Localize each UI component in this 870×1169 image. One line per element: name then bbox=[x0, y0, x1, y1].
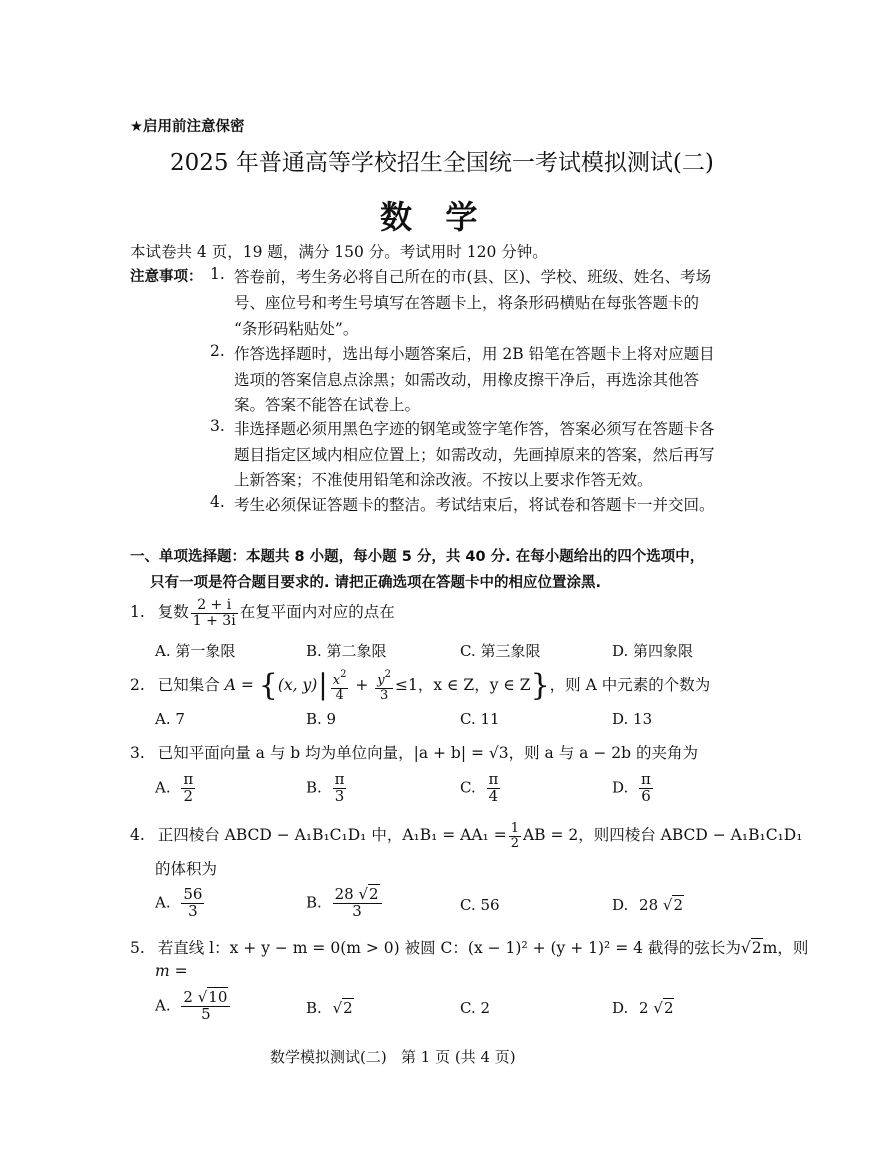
fraction-denominator: 3 bbox=[352, 901, 362, 920]
option-label: A. bbox=[155, 996, 171, 1015]
note-line: 选项的答案信息点涂黑；如需改动，用橡皮擦干净后，再选涂其他答 bbox=[234, 371, 700, 389]
question-number: 3. bbox=[130, 744, 145, 762]
option-label: D. bbox=[612, 896, 629, 914]
question-text-continued: m = bbox=[155, 962, 188, 980]
set-condition: ≤1，x ∈ Z，y ∈ Z bbox=[395, 676, 531, 694]
option-d: D. 13 bbox=[612, 710, 653, 728]
note-number: 3. bbox=[210, 417, 225, 435]
option-c: C. 第三象限 bbox=[460, 642, 541, 660]
fraction-numerator: $x^2$ bbox=[332, 668, 347, 688]
option-c: C. 2 bbox=[460, 999, 491, 1017]
exam-title: 2025 年普通高等学校招生全国统一考试模拟测试(二) bbox=[170, 150, 714, 176]
option-a: A. 7 bbox=[155, 710, 185, 728]
fraction-denominator: 3 bbox=[188, 901, 198, 920]
note-number: 1. bbox=[210, 265, 225, 283]
notes-label: 注意事项： bbox=[130, 269, 203, 285]
note-line: 上新答案；不准使用铅笔和涂改液。不按以上要求作答无效。 bbox=[234, 471, 653, 489]
option-label: B. bbox=[306, 999, 322, 1017]
question-text: 复数 bbox=[157, 603, 189, 622]
radical: √2 bbox=[332, 999, 353, 1017]
fraction-denominator: 2 bbox=[183, 786, 194, 805]
note-number: 4. bbox=[210, 493, 225, 511]
question-text: 已知集合 bbox=[157, 676, 220, 694]
question-text: ，则 A 中元素的个数为 bbox=[549, 676, 711, 694]
section-heading-line1: 一、单项选择题：本题共 8 小题，每小题 5 分，共 40 分. 在每小题给出的四个选项中， bbox=[130, 549, 705, 565]
page-footer: 数学模拟测试(二) 第 1 页 (共 4 页) bbox=[270, 1048, 516, 1066]
question-text: 若直线 l：x + y − m = 0(m > 0) 被圆 C：(x − 1)² + (y + 1)² = 4 截得的弦长为 bbox=[157, 939, 741, 957]
radical: √2 bbox=[662, 896, 684, 914]
option-b bbox=[306, 772, 348, 805]
option-b: B. 9 bbox=[306, 710, 337, 728]
option-a bbox=[155, 772, 197, 805]
question-number: 2. bbox=[130, 676, 145, 694]
note-line: 案。答案不能答在试卷上。 bbox=[234, 396, 421, 414]
option-a: A. 第一象限 bbox=[155, 642, 236, 660]
coefficient: 2 bbox=[639, 999, 649, 1017]
fraction-numerator: π bbox=[488, 770, 499, 788]
option-label: A. bbox=[155, 778, 171, 797]
close-brace: } bbox=[530, 668, 550, 703]
fraction-numerator: 2 + i bbox=[191, 598, 238, 614]
option-b bbox=[306, 999, 354, 1017]
radical: √2 bbox=[653, 999, 674, 1017]
fraction bbox=[487, 772, 501, 805]
fraction bbox=[333, 887, 382, 920]
equals-sign: = bbox=[235, 676, 259, 694]
option-label: B. bbox=[306, 893, 322, 912]
radical: √2 bbox=[740, 939, 762, 957]
fraction-numerator: π bbox=[183, 770, 194, 788]
fraction-denominator: 3 bbox=[380, 687, 389, 703]
option-c bbox=[460, 772, 502, 805]
fraction-denominator: 4 bbox=[488, 786, 499, 805]
fraction bbox=[181, 772, 195, 805]
fraction-denominator: 5 bbox=[201, 1004, 211, 1023]
option-label: C. bbox=[460, 778, 476, 797]
fraction-numerator: $y^2$ bbox=[377, 668, 392, 688]
fraction-x bbox=[331, 670, 349, 702]
plus-sign: + bbox=[350, 676, 374, 694]
fraction-numerator: 1 bbox=[510, 821, 519, 836]
section-heading-line2: 只有一项是符合题目要求的. 请把正确选项在答题卡中的相应位置涂黑. bbox=[150, 575, 602, 591]
fraction-numerator: π bbox=[641, 770, 651, 788]
note-number: 2. bbox=[210, 342, 225, 360]
note-line: 作答选择题时，选出每小题答案后，用 2B 铅笔在答题卡上将对应题目 bbox=[234, 345, 715, 363]
option-label: D. bbox=[612, 778, 629, 797]
question-text: 已知平面向量 a 与 b 均为单位向量，|a + b| = √3，则 a 与 a − 2b 的夹角为 bbox=[157, 744, 698, 762]
question-number: 1. bbox=[130, 603, 145, 622]
fraction-denominator: 3 bbox=[334, 786, 345, 805]
question-text: 在复平面内对应的点在 bbox=[239, 603, 395, 622]
fraction-y bbox=[375, 670, 393, 702]
question-text: m，则 bbox=[762, 939, 809, 957]
subject-title: 数 学 bbox=[380, 198, 478, 236]
fraction bbox=[639, 772, 653, 805]
question-text: AB = 2，则四棱台 ABCD − A₁B₁C₁D₁ bbox=[522, 826, 803, 845]
option-label: B. bbox=[306, 778, 322, 797]
fraction-numerator: 28 √2 bbox=[333, 887, 382, 904]
intro-text: 本试卷共 4 页，19 题，满分 150 分。考试用时 120 分钟。 bbox=[130, 243, 548, 261]
question-4 bbox=[130, 822, 802, 850]
option-label: D. bbox=[612, 999, 629, 1017]
note-line: 答卷前，考生务必将自己所在的市(县、区)、学校、班级、姓名、考场 bbox=[234, 268, 712, 286]
option-b bbox=[306, 887, 384, 920]
note-line: 题目指定区域内相应位置上；如需改动，先画掉原来的答案，然后再写 bbox=[234, 446, 715, 464]
option-c: C. 56 bbox=[460, 896, 500, 914]
confidential-label: ★启用前注意保密 bbox=[130, 119, 245, 135]
question-2: 2. 已知集合 A = {(x, y)| $\frac{x^2}{4}$ + $\frac{y^2}{3}$ ≤1，x ∈ Z，y ∈ Z}，则 A 中元素的个数为 bbox=[130, 668, 711, 703]
open-brace: { bbox=[258, 668, 278, 703]
fraction bbox=[333, 772, 347, 805]
fraction-numerator: 56 bbox=[183, 885, 203, 903]
note-line: 考生必须保证答题卡的整洁。考试结束后，将试卷和答题卡一并交回。 bbox=[234, 496, 715, 514]
fraction bbox=[181, 990, 230, 1023]
question-text: 正四棱台 ABCD − A₁B₁C₁D₁ 中，A₁B₁ = AA₁ = bbox=[157, 826, 507, 845]
option-d: D. 第四象限 bbox=[612, 642, 694, 660]
set-variable: A bbox=[224, 676, 236, 694]
note-line: “条形码粘贴处”。 bbox=[234, 320, 359, 338]
fraction-denominator: 2 bbox=[510, 835, 519, 851]
note-line: 非选择题必须用黑色字迹的钢笔或签字笔作答，答案必须写在答题卡各 bbox=[234, 420, 715, 438]
question-3 bbox=[130, 741, 698, 763]
fraction-denominator: 4 bbox=[335, 687, 344, 703]
option-a bbox=[155, 887, 206, 920]
tuple: (x, y) bbox=[277, 676, 318, 694]
question-1 bbox=[130, 598, 395, 628]
question-5 bbox=[130, 936, 808, 958]
fraction-numerator: π bbox=[334, 770, 345, 788]
option-d bbox=[612, 999, 674, 1017]
question-text-continued: 的体积为 bbox=[155, 860, 218, 878]
fraction-denominator: 6 bbox=[641, 786, 651, 805]
question-number: 5. bbox=[130, 939, 145, 957]
question-number: 4. bbox=[130, 826, 145, 845]
option-d bbox=[612, 772, 655, 805]
fraction bbox=[181, 887, 204, 920]
fraction-numerator: 2 √10 bbox=[181, 990, 230, 1007]
option-d bbox=[612, 896, 684, 914]
option-b: B. 第二象限 bbox=[306, 642, 387, 660]
option-label: A. bbox=[155, 893, 171, 912]
fraction-half bbox=[509, 822, 521, 850]
option-a bbox=[155, 990, 232, 1023]
note-line: 号、座位号和考生号填写在答题卡上，将条形码横贴在每张答题卡的 bbox=[234, 294, 700, 312]
coefficient: 28 bbox=[639, 896, 659, 914]
fraction-denominator: 1 + 3i bbox=[192, 612, 236, 629]
option-c: C. 11 bbox=[460, 710, 500, 728]
fraction bbox=[191, 598, 238, 628]
